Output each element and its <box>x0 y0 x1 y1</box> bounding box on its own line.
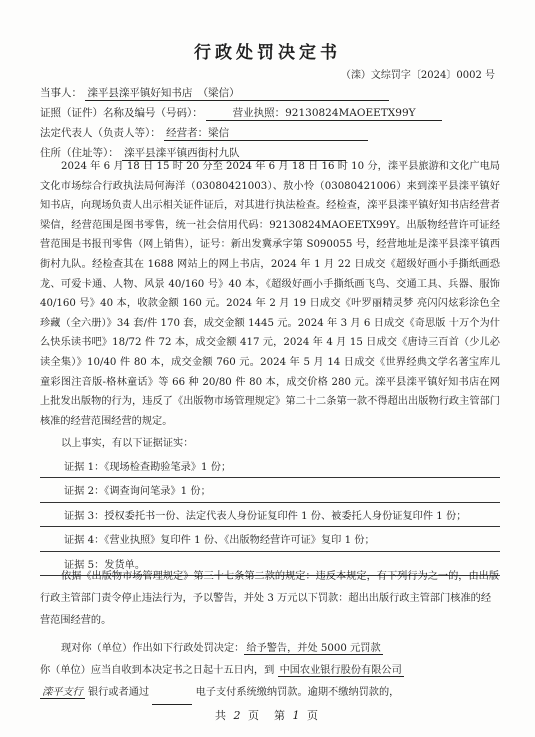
bank-name: 中国农业银行股份有限公司 <box>279 665 402 676</box>
decision-line-1 <box>40 638 500 660</box>
current-page: 1 <box>292 709 302 722</box>
evidence-item: 证据 3：授权委托书一份、法定代表人身份证复印件 1 份、被委托人身份证复印件 1 份； <box>40 507 500 528</box>
cert-line <box>40 105 442 121</box>
penalty-value: 给予警告，并处 5000 元罚款 <box>246 643 381 654</box>
page-footer <box>0 707 535 723</box>
evidence-intro: 以上事实，有以下证据证实： <box>61 438 194 449</box>
cert-value: 营业执照：92130824MAOEETX99Y <box>206 105 442 121</box>
footer-page-suffix: 页 <box>307 709 320 722</box>
evidence-item: 证据 4：《营业执照》复印件 1 份、《出版物经营许可证》复印 1 份； <box>40 531 500 552</box>
evidence-item: 证据 2：《调查询问笔录》1 份； <box>40 482 500 503</box>
decision-prefix: 现对你（单位）作出如下行政处罚决定： <box>61 643 245 654</box>
total-pages: 2 <box>233 709 243 722</box>
decision-section <box>40 638 500 705</box>
payment-deadline-text: 你（单位）应当自收到本决定书之日起十五日内，到 <box>40 665 275 676</box>
address-label: 住所（住址等）： <box>40 147 119 159</box>
footer-page-middle: 页 第 <box>248 709 287 722</box>
party-value: 滦平县滦平镇好知书店 （梁信） <box>85 85 389 101</box>
payment-method-text: 电子支付系统缴纳罚款。逾期不缴纳罚款的， <box>195 687 400 698</box>
evidence-item: 证据 1：《现场检查勘验笔录》1 份； <box>40 458 500 479</box>
party-label: 当事人： <box>40 87 82 99</box>
rep-line <box>40 125 368 141</box>
facts-paragraph: 2024 年 6 月 18 日 15 时 20 分至 2024 年 6 月 18 日 16 时 10 分，滦平县旅游和文化广电局文化市场综合行政执法局何海洋（03080421003）、敖小怜（03080421006）来到滦平县滦平镇好知书店，向现场负责人出示相关证件证后，对其进行执法检查。经检查，滦平县滦平镇好知书店经营者梁信，经营范围是图书零售，统一社会信用代码：92130824MAOEETX99Y。出版物经营许可证经营范围是书报刊零售（网上销售），证号：新出发冀承字第 S090055 号，经营地址是滦平县滦平镇西街村九队。经检查其在 1688 网站上的网上书店，2024 年 1 月 22 日成交《超级好画小手撕纸画恐龙、可爱卡通、人物、风景 40/160 号》40 本，《超级好画小手撕纸画飞鸟、交通工具、兵器、服饰 40/160 号》40 本，收款金额 160 元。2024 年 2 月 19 日成交《叶罗丽精灵梦 亮闪闪炫彩涂色全珍藏（全六册）》34 套/件 170 套，成交金额 1445 元。2024 年 3 月 6 日成交《奇思版 十万个为什么快乐读书吧》18/72 件 72 本，成交金额 417 元，2024 年 4 月 15 日成交《唐诗三百首（少儿必读全集）》10/40 件 80 本，成交金额 760 元。2024 年 5 月 14 日成交《世界经典文学名著宝库儿童彩图注音版-格林童话》等 66 种 20/80 件 80 本，成交价格 280 元。滦平县滦平镇好知书店在网上批发出版物的行为，违反了《出版物市场管理规定》第二十二条第一款不得超出出版物行政主管部门核准的经营范围经营的规定。 <box>40 161 500 427</box>
cert-label: 证照（证件）名称及编号（号码）： <box>40 107 203 119</box>
evidence-item: 证据 5：发货单。 <box>40 556 500 577</box>
bank-suffix-text: 银行或者通过 <box>88 687 150 698</box>
document-number: （滦）文综罚字〔2024〕0002 号 <box>340 70 495 81</box>
document-title: 行政处罚决定书 <box>194 43 341 63</box>
rep-label: 法定代表人（负责人等）： <box>40 127 161 139</box>
decision-line-3 <box>40 682 500 705</box>
footer-total-prefix: 共 <box>215 709 228 722</box>
address-value: 滦平县滦平镇西街村九队 <box>122 145 346 161</box>
decision-line-2 <box>40 660 500 682</box>
rep-value: 经营者：梁信 <box>164 125 368 141</box>
legal-basis: 依据《出版物市场管理规定》第三十七条第二款的规定：违反本规定，有下列行为之一的，由出版行政主管部门责令停止违法行为，予以警告，并处 3 万元以下罚款：超出出版行政主管部门核准的经营范围经营的。 <box>40 571 500 626</box>
party-line <box>40 85 389 101</box>
bank-branch: 滦平支行 <box>42 687 83 698</box>
evidence-section <box>40 434 500 576</box>
